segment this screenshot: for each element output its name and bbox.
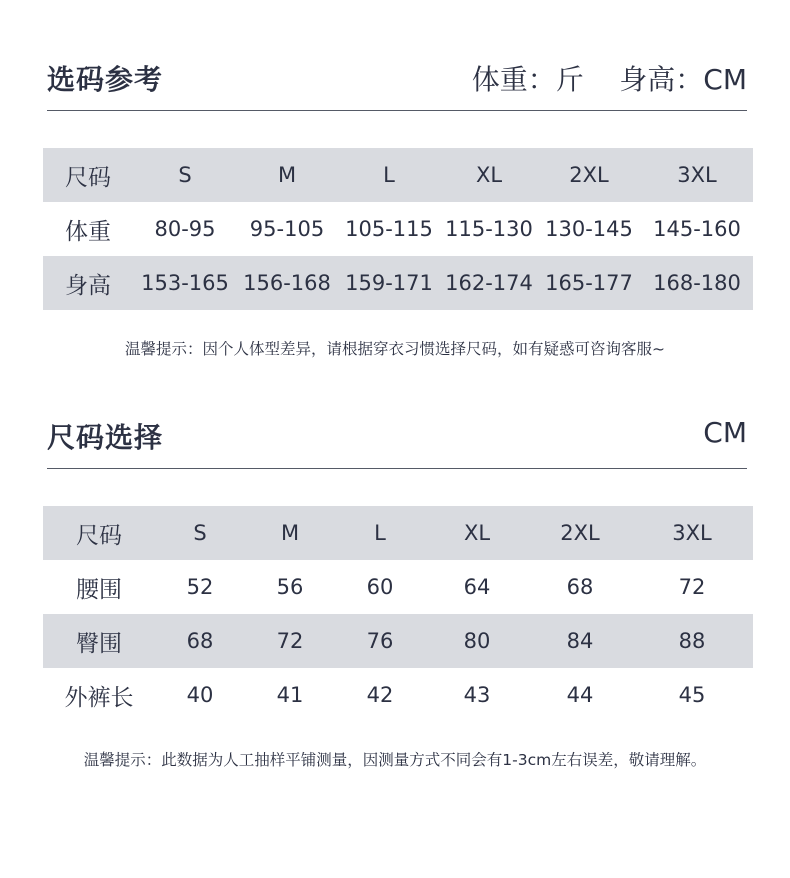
- table-cell: 88: [631, 614, 753, 668]
- row-label: 体重: [65, 218, 111, 245]
- row-label: 身高: [43, 256, 133, 310]
- table-cell: 45: [678, 683, 706, 707]
- selection-divider: [47, 468, 747, 469]
- table-cell: 72: [678, 575, 706, 599]
- table-cell: 42: [366, 683, 394, 707]
- selection-header-row: [43, 506, 753, 560]
- header-cell: 3XL: [631, 506, 753, 560]
- table-cell: 95-105: [249, 217, 325, 241]
- table-cell: 115-130: [445, 217, 533, 241]
- table-row: [43, 668, 753, 722]
- reference-note: 温馨提示：因个人体型差异，请根据穿衣习惯选择尺码，如有疑惑可咨询客服~: [125, 340, 665, 358]
- header-cell: S: [133, 148, 237, 202]
- reference-divider: [47, 110, 747, 111]
- reference-units: 体重：斤 身高：CM: [471, 63, 747, 96]
- row-label: 臀围: [43, 614, 155, 668]
- table-cell: 68: [155, 614, 245, 668]
- header-cell: 尺码: [43, 148, 133, 202]
- selection-units: CM: [703, 416, 747, 449]
- header-cell: XL: [425, 506, 529, 560]
- table-cell: 84: [529, 614, 631, 668]
- selection-header: [47, 416, 747, 456]
- table-cell: 168-180: [641, 256, 753, 310]
- table-row: [43, 614, 753, 668]
- table-cell: 72: [245, 614, 335, 668]
- row-label: 外裤长: [64, 684, 134, 711]
- table-cell: 162-174: [441, 256, 537, 310]
- header-cell: 2XL: [529, 506, 631, 560]
- table-row: [43, 256, 753, 310]
- table-cell: 64: [463, 575, 491, 599]
- header-cell: M: [245, 506, 335, 560]
- table-cell: 156-168: [237, 256, 337, 310]
- table-cell: 44: [566, 683, 594, 707]
- table-cell: 52: [186, 575, 214, 599]
- header-cell: 2XL: [537, 148, 641, 202]
- table-cell: 76: [335, 614, 425, 668]
- header-cell: 尺码: [43, 506, 155, 560]
- table-cell: 41: [276, 683, 304, 707]
- table-cell: 68: [566, 575, 594, 599]
- reference-header: [47, 58, 747, 98]
- reference-size-table: [43, 148, 753, 310]
- header-cell: S: [155, 506, 245, 560]
- reference-header-row: [43, 148, 753, 202]
- table-cell: 145-160: [653, 217, 741, 241]
- table-cell: 43: [463, 683, 491, 707]
- reference-title: 选码参考: [47, 63, 164, 96]
- table-row: [43, 560, 753, 614]
- table-cell: 153-165: [133, 256, 237, 310]
- header-cell: L: [335, 506, 425, 560]
- header-cell: 3XL: [641, 148, 753, 202]
- row-label: 腰围: [76, 576, 122, 603]
- table-row: [43, 202, 753, 256]
- table-cell: 56: [276, 575, 304, 599]
- selection-title: 尺码选择: [47, 421, 164, 454]
- table-cell: 159-171: [337, 256, 441, 310]
- selection-size-table: [43, 506, 753, 722]
- header-cell: XL: [441, 148, 537, 202]
- header-cell: L: [337, 148, 441, 202]
- table-cell: 130-145: [545, 217, 633, 241]
- table-cell: 40: [186, 683, 214, 707]
- table-cell: 105-115: [345, 217, 433, 241]
- header-cell: M: [237, 148, 337, 202]
- table-cell: 60: [366, 575, 394, 599]
- table-cell: 165-177: [537, 256, 641, 310]
- table-cell: 80: [425, 614, 529, 668]
- selection-note: 温馨提示：此数据为人工抽样平铺测量，因测量方式不同会有1-3cm左右误差，敬请理解。: [83, 751, 707, 769]
- table-cell: 80-95: [154, 217, 216, 241]
